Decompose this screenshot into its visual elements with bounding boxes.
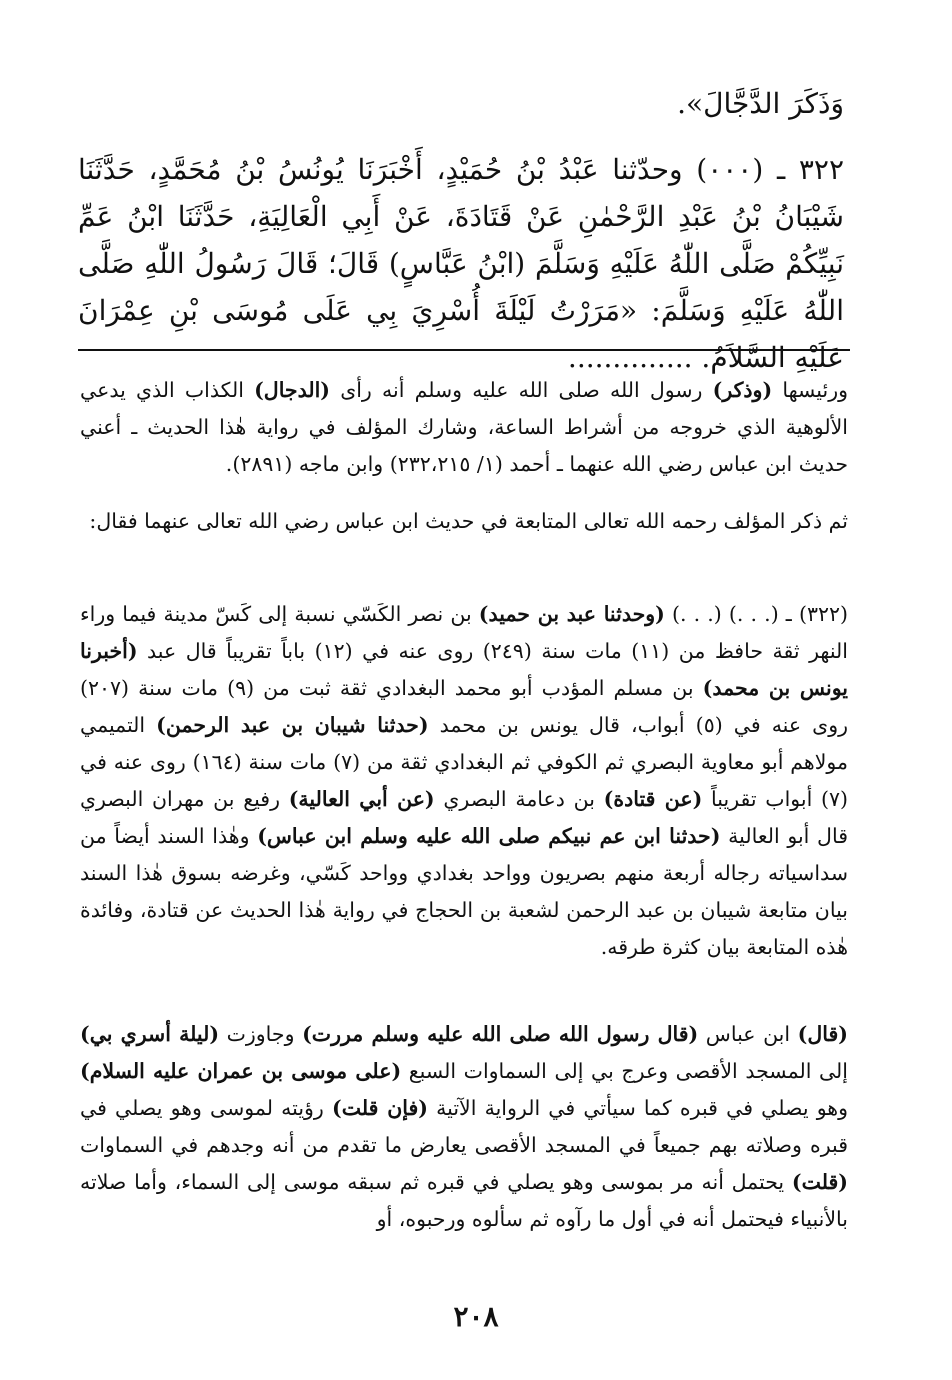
- comm1-bold-1: (وذكر): [712, 378, 773, 402]
- comm4-text-1: ابن عباس: [698, 1022, 798, 1046]
- comm3-text-7: وهٰذا السند أيضاً من سداسياته رجاله أربعة منهم بصريون وواحد بغدادي وواحد كَسّي، وغرضه بسوق هٰذا السند بيان متابعة شيبان بن عبد الرحمن لشعبة بن الحجاج في رواية هٰذا الحديث عن قتادة، وفائدة هٰذه المتابعة بيان كثرة طرقه.: [80, 824, 848, 959]
- comm4-bold-4: (على موسى بن عمران عليه السلام): [80, 1059, 402, 1083]
- comm3-text-6: رفيع بن مهران البصري قال أبو العالية: [80, 787, 848, 848]
- comm4-text-2: وجاوزت: [219, 1022, 303, 1046]
- comm3-bold-2: (أخبرنا يونس بن محمد): [80, 639, 849, 700]
- comm3-bold-6: (حدثنا ابن عم نبيكم صلى الله عليه وسلم ابن عباس): [257, 824, 721, 848]
- commentary-paragraph-3: [80, 596, 848, 966]
- comm1-text-2: رسول الله صلى الله عليه وسلم أنه رأى: [330, 378, 713, 402]
- comm3-text-5: بن دعامة البصري: [434, 787, 604, 811]
- hadith-end-line: وَذَكَرَ الدَّجَّالَ».: [677, 87, 844, 120]
- page-number: ٢٠٨: [453, 1300, 499, 1333]
- comm3-text-1: (٣٢٢) ـ (. . .) (. . .): [664, 602, 848, 626]
- hadith-text: ٣٢٢ ـ (٠٠٠) وحدّثنا عَبْدُ بْنُ حُمَيْدٍ، أَخْبَرَنَا يُونُسُ بْنُ مُحَمَّدٍ، حَدَّثَنَا شَيْبَانُ بْنُ عَبْدِ الرَّحْمٰنِ عَنْ قَتَادَةَ، عَنْ أَبِي الْعَالِيَةِ، حَدَّثَنَا ابْنُ عَمِّ نَبِيِّكُمْ صَلَّى اللّٰهُ عَلَيْهِ وَسَلَّمَ (ابْنُ عَبَّاسٍ) قَالَ؛ قَالَ رَسُولُ اللّٰهِ صَلَّى اللّٰهُ عَلَيْهِ وَسَلَّمَ: «مَرَرْتُ لَيْلَةَ أُسْرِيَ بِي عَلَى مُوسَى بْنِ عِمْرَانَ عَلَيْهِ السَّلاَمُ. ..............: [78, 153, 844, 374]
- comm1-text-1: ورئيسها: [772, 378, 848, 402]
- comm2-text-1: ثم ذكر المؤلف رحمه الله تعالى المتابعة في حديث ابن عباس رضي الله تعالى عنهما فقال:: [89, 509, 848, 533]
- comm4-text-3: إلى المسجد الأقصى وعرج بي إلى السماوات السبع: [401, 1059, 849, 1083]
- comm4-bold-5: (فإن قلت): [332, 1096, 428, 1120]
- comm3-bold-4: (عن قتادة): [603, 787, 703, 811]
- comm4-text-5: رؤيته لموسى وهو يصلي في قبره وصلاته بهم جميعاً في المسجد الأقصى يعارض ما تقدم من أنه وجدهم في السماوات: [80, 1096, 848, 1157]
- comm4-bold-6: (قلت): [791, 1170, 848, 1194]
- comm1-bold-2: (الدجال): [254, 378, 331, 402]
- comm3-text-3: بن مسلم المؤدب أبو محمد البغدادي ثقة ثبت من (٩) مات سنة (٢٠٧) روى عنه في (٥) أبواب، قال يونس بن محمد: [80, 676, 848, 737]
- comm4-text-4: وهو يصلي في قبره كما سيأتي في الرواية الآتية: [428, 1096, 848, 1120]
- comm3-text-2: بن نصر الكَسّي نسبة إلى كَسّ مدينة فيما وراء النهر ثقة حافظ من (١١) مات سنة (٢٤٩) روى عنه في (١٢) باباً تقريباً قال عبد: [80, 602, 848, 663]
- comm3-text-4: التميمي مولاهم أبو معاوية البصري ثم الكوفي ثم البغدادي ثقة من (٧) مات سنة (١٦٤) روى عنه في (٧) أبواب تقريباً: [80, 713, 849, 811]
- commentary-paragraph-1: [80, 372, 848, 483]
- comm4-bold-3: (ليلة أسري بي): [80, 1022, 220, 1046]
- commentary-paragraph-4: [80, 1016, 848, 1238]
- comm4-text-6: يحتمل أنه مر بموسى وهو يصلي في قبره ثم سبقه موسى إلى السماء، وأما صلاته بالأنبياء فيحتمل أنه في أول ما رآوه ثم سألوه ورحبوه، أو: [80, 1170, 848, 1231]
- comm4-bold-1: (قال): [797, 1022, 848, 1046]
- comm3-bold-5: (عن أبي العالية): [288, 787, 435, 811]
- comm3-bold-3: (حدثنا شيبان بن عبد الرحمن): [156, 713, 429, 737]
- footnote-divider: [78, 349, 850, 351]
- comm1-text-3: الكذاب الذي يدعي الألوهية الذي خروجه من أشراط الساعة، وشارك المؤلف في رواية هٰذا الحديث ـ أعني حديث ابن عباس رضي الله عنهما ـ أحمد (١/ ٢٣٢،٢١٥) وابن ماجه (٢٨٩١).: [80, 378, 848, 476]
- comm3-bold-1: (وحدثنا عبد بن حميد): [478, 602, 665, 626]
- comm4-bold-2: (قال رسول الله صلى الله عليه وسلم مررت): [302, 1022, 699, 1046]
- commentary-paragraph-2: [80, 503, 848, 540]
